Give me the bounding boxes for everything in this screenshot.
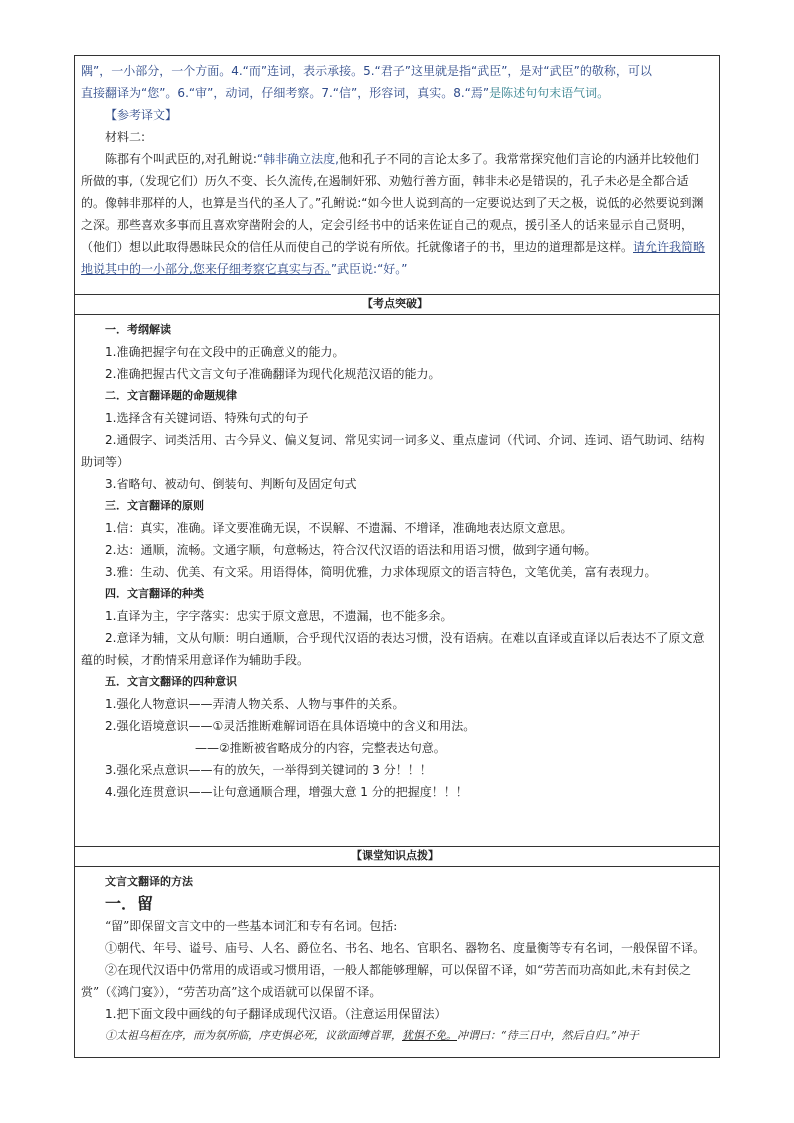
list-item: 1.准确把握字句在文段中的正确意义的能力。 bbox=[105, 345, 345, 359]
reference-translation-cell bbox=[75, 56, 719, 295]
document-table bbox=[74, 55, 720, 1058]
section-header-classroom: 【课堂知识点拨】 bbox=[75, 847, 719, 867]
method-paragraph: ②在现代汉语中仍常用的成语或习惯用语，一般人都能够理解，可以保留不译，如“劳苦而功高如此,未有封侯之赏”（《鸿门宴》），“劳苦功高”这个成语就可以保留不译。 bbox=[81, 963, 691, 999]
methods-cell bbox=[75, 867, 719, 1057]
section-header-key-points: 【考点突破】 bbox=[75, 295, 719, 315]
list-item: 3.强化采点意识——有的放矢，一举得到关键词的 3 分！！！ bbox=[105, 763, 432, 777]
method-heading-retain: 一．留 bbox=[105, 894, 154, 913]
heading-principles: 三．文言翻译的原则 bbox=[105, 499, 204, 512]
reference-translation-heading: 【参考译文】 bbox=[105, 108, 178, 122]
exercise-instruction: 1.把下面文段中画线的句子翻译成现代汉语。（注意运用保留法） bbox=[105, 1007, 447, 1021]
list-item: 1.选择含有关键词语、特殊句式的句子 bbox=[105, 411, 309, 425]
list-item: 2.达：通顺，流畅。文通字顺，句意畅达，符合汉代汉语的语法和用语习惯，做到字通句畅。 bbox=[105, 543, 597, 557]
list-item: 2.意译为辅，文从句顺：明白通顺，合乎现代汉语的表达习惯，没有语病。在难以直译或直译以后表达不了原文意蕴的时候，才酌情采用意译作为辅助手段。 bbox=[81, 631, 705, 667]
method-paragraph: ①朝代、年号、谥号、庙号、人名、爵位名、书名、地名、官职名、器物名、度量衡等专有名词，一般保留不译。 bbox=[105, 941, 706, 955]
methods-title: 文言文翻译的方法 bbox=[105, 875, 193, 888]
heading-rules: 二．文言翻译题的命题规律 bbox=[105, 389, 237, 402]
list-item: 2.通假字、词类活用、古今异义、偏义复词、常见实词一词多义、重点虚词（代词、介词、连词、语气助词、结构助词等） bbox=[81, 433, 705, 469]
list-item: 4.强化连贯意识——让句意通顺合理，增强大意 1 分的把握度！！！ bbox=[105, 785, 468, 799]
translation-paragraph: 陈郡有个叫武臣的,对孔鲋说:“韩非确立法度,他和孔子不同的言论太多了。我常常探究他们言论的内涵并比较他们所做的事,（发现它们）历久不变、长久流传,在遏制奸邪、劝勉行善方面，韩非未必是错误的，孔子未必是全都合适的。像韩非那样的人，也算是当代的圣人了。”孔鲋说:“如今世人说到高的一定要说达到了天之极，说低的必然要说到渊之深。那些喜欢多事而且喜欢穿凿附会的人，定会引经书中的话来佐证自己的观点，援引圣人的话来显示自己贤明，（他们）想以此取得愚昧民众的信任从而使自己的学说有所依。托就像诸子的书，里边的道理都是这样。请允许我简略地说其中的一小部分,您来仔细考察它真实与否。”武臣说:“好。” bbox=[81, 152, 706, 276]
heading-types: 四．文言翻译的种类 bbox=[105, 587, 204, 600]
annotation-line-1: 隅”，一小部分，一个方面。4.“而”连词，表示承接。5.“君子”这里就是指“武臣”，是对“武臣”的敬称，可以 bbox=[81, 64, 652, 78]
key-points-cell bbox=[75, 315, 719, 847]
list-item: 3.省略句、被动句、倒装句、判断句及固定句式 bbox=[105, 477, 357, 491]
list-item-continued: ——②推断被省略成分的内容，完整表达句意。 bbox=[195, 741, 446, 755]
list-item: 1.信：真实，准确。译文要准确无误，不误解、不遗漏、不增译，准确地表达原文意思。 bbox=[105, 521, 573, 535]
annotation-line-2: 直接翻译为“您”。6.“审”，动词，仔细考察。7.“信”，形容词，真实。8.“焉”是陈述句句末语气词。 bbox=[81, 86, 610, 100]
material-label: 材料二: bbox=[105, 130, 146, 144]
heading-syllabus: 一．考纲解读 bbox=[105, 323, 171, 336]
exercise-passage: ①太祖乌桓在序，而为氛所临，序吏惧必死，议欲面缚首罪，犹惧不免。冲谓曰：“待三日中，然后自归。”冲于 bbox=[105, 1029, 639, 1042]
list-item: 2.准确把握古代文言文句子准确翻译为现代化规范汉语的能力。 bbox=[105, 367, 441, 381]
list-item: 1.直译为主，字字落实：忠实于原文意思，不遗漏，也不能多余。 bbox=[105, 609, 453, 623]
method-paragraph: “留”即保留文言文中的一些基本词汇和专有名词。包括: bbox=[105, 919, 398, 933]
heading-four-awareness: 五．文言文翻译的四种意识 bbox=[105, 675, 237, 688]
list-item: 1.强化人物意识——弄清人物关系、人物与事件的关系。 bbox=[105, 697, 405, 711]
list-item: 3.雅：生动、优美、有文采。用语得体，简明优雅，力求体现原文的语言特色，文笔优美，富有表现力。 bbox=[105, 565, 657, 579]
list-item: 2.强化语境意识——①灵活推断难解词语在具体语境中的含义和用法。 bbox=[105, 719, 476, 733]
